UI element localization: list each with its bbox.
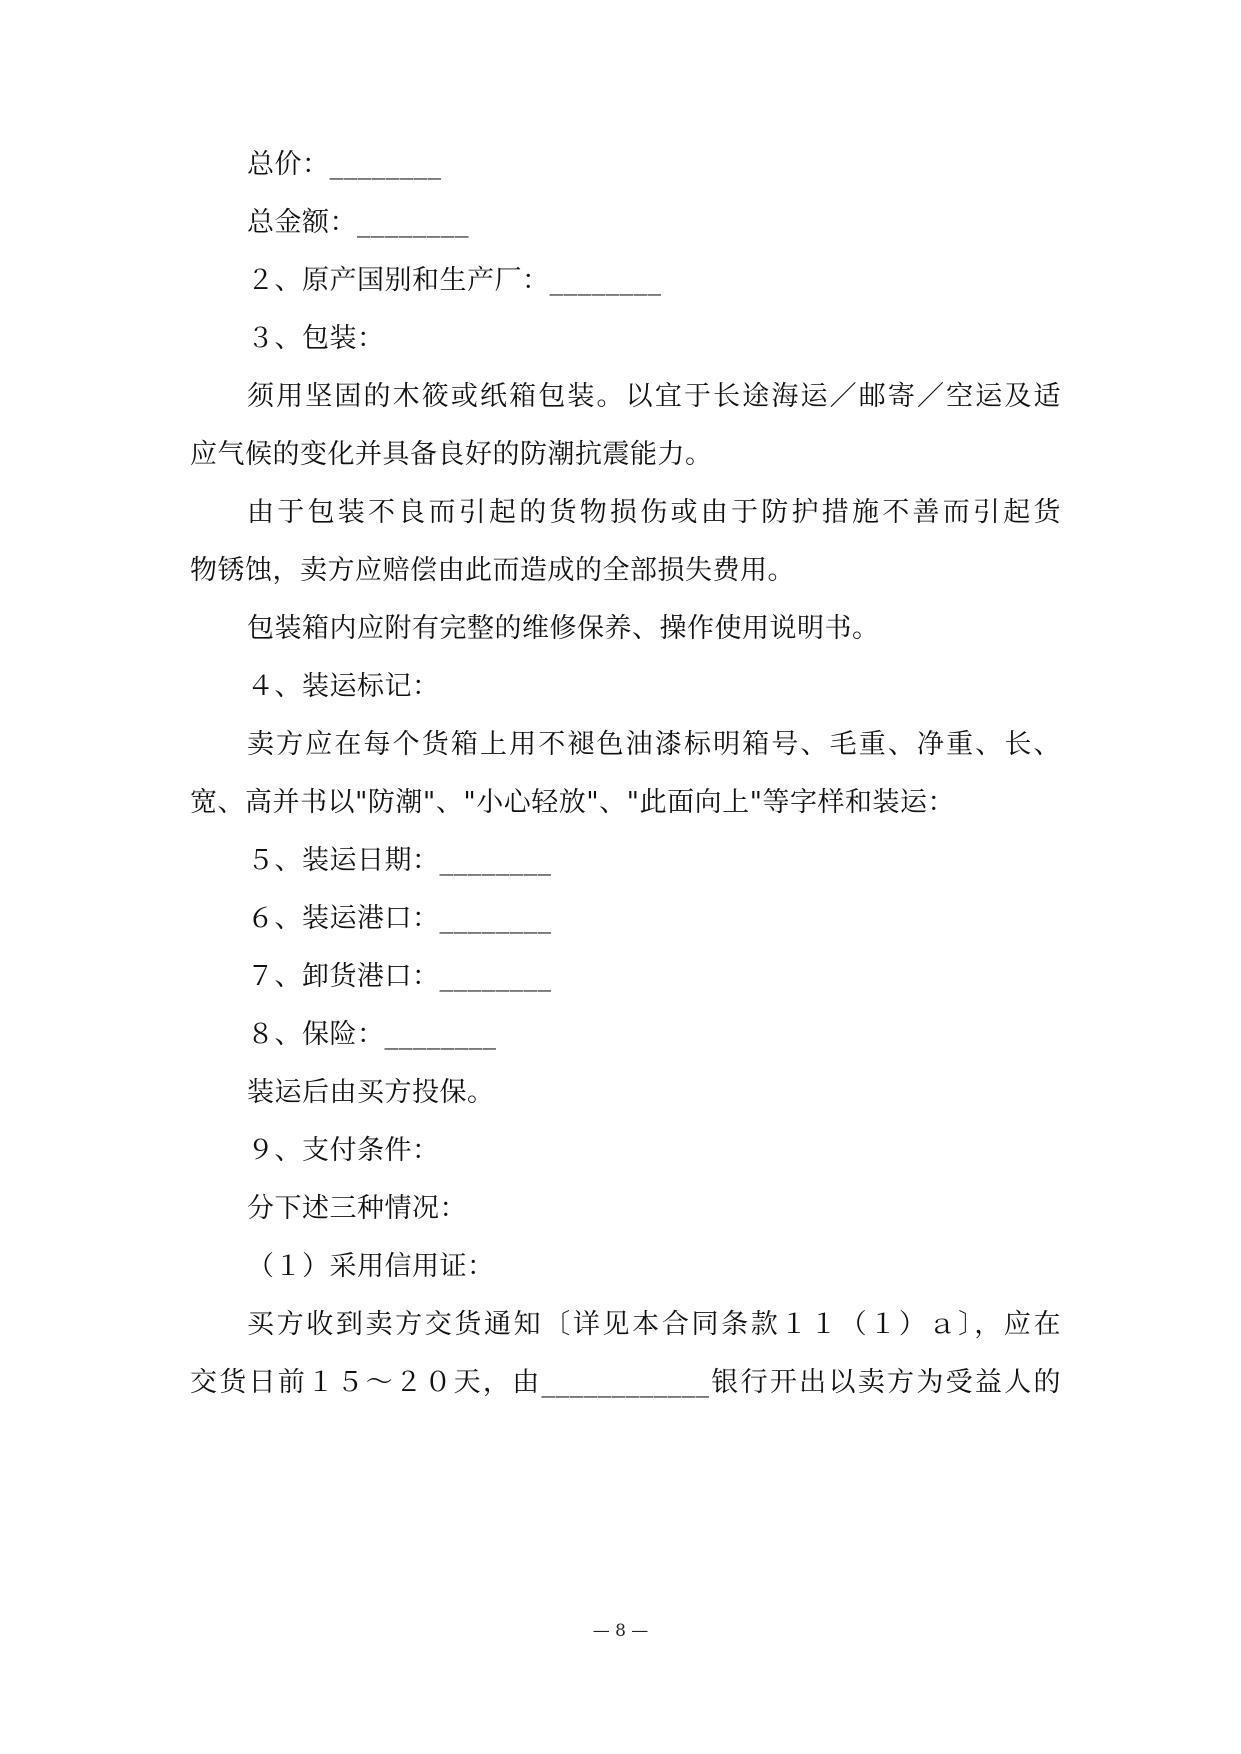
packing-paragraph-line-1: 须用坚固的木筱或纸箱包装。以宜于长途海运／邮寄／空运及适 xyxy=(247,381,1061,412)
payment-cases-intro: 分下述三种情况： xyxy=(247,1193,467,1224)
clause-7-port-of-discharge: ７、卸货港口：________ xyxy=(247,961,552,992)
clause-8-insurance: ８、保险：________ xyxy=(247,1019,497,1050)
packing-paragraph-line-2: 应气候的变化并具备良好的防潮抗震能力。 xyxy=(190,439,713,470)
total-amount-line: 总金额：________ xyxy=(247,207,469,238)
marks-paragraph-line-1: 卖方应在每个货箱上用不褪色油漆标明箱号、毛重、净重、长、 xyxy=(247,729,1061,760)
damage-paragraph-line-2: 物锈蚀，卖方应赔偿由此而造成的全部损失费用。 xyxy=(190,555,795,586)
page-number: — 8 — xyxy=(592,1621,649,1641)
letter-of-credit-line-1: 买方收到卖方交货通知〔详见本合同条款１１（１）ａ〕，应在 xyxy=(247,1309,1061,1340)
clause-5-shipment-date: ５、装运日期：________ xyxy=(247,845,552,876)
letter-of-credit-line-2: 交货日前１５～２０天，由____________银行开出以卖方为受益人的 xyxy=(190,1367,1061,1398)
marks-paragraph-line-2: 宽、高并书以"防潮"、"小心轻放"、"此面向上"等字样和装运： xyxy=(190,787,956,818)
insurance-paragraph: 装运后由买方投保。 xyxy=(247,1077,495,1108)
payment-case-1-heading: （１）采用信用证： xyxy=(247,1251,495,1282)
damage-paragraph-line-1: 由于包装不良而引起的货物损伤或由于防护措施不善而引起货 xyxy=(247,497,1061,528)
clause-9-payment: ９、支付条件： xyxy=(247,1135,440,1166)
total-price-line: 总价：________ xyxy=(247,149,442,180)
clause-4-marks: ４、装运标记： xyxy=(247,671,440,702)
clause-6-port-of-loading: ６、装运港口：________ xyxy=(247,903,552,934)
manual-paragraph: 包装箱内应附有完整的维修保养、操作使用说明书。 xyxy=(247,613,880,644)
clause-2-origin: ２、原产国别和生产厂：________ xyxy=(247,265,662,296)
clause-3-packing: ３、包装： xyxy=(247,323,385,354)
